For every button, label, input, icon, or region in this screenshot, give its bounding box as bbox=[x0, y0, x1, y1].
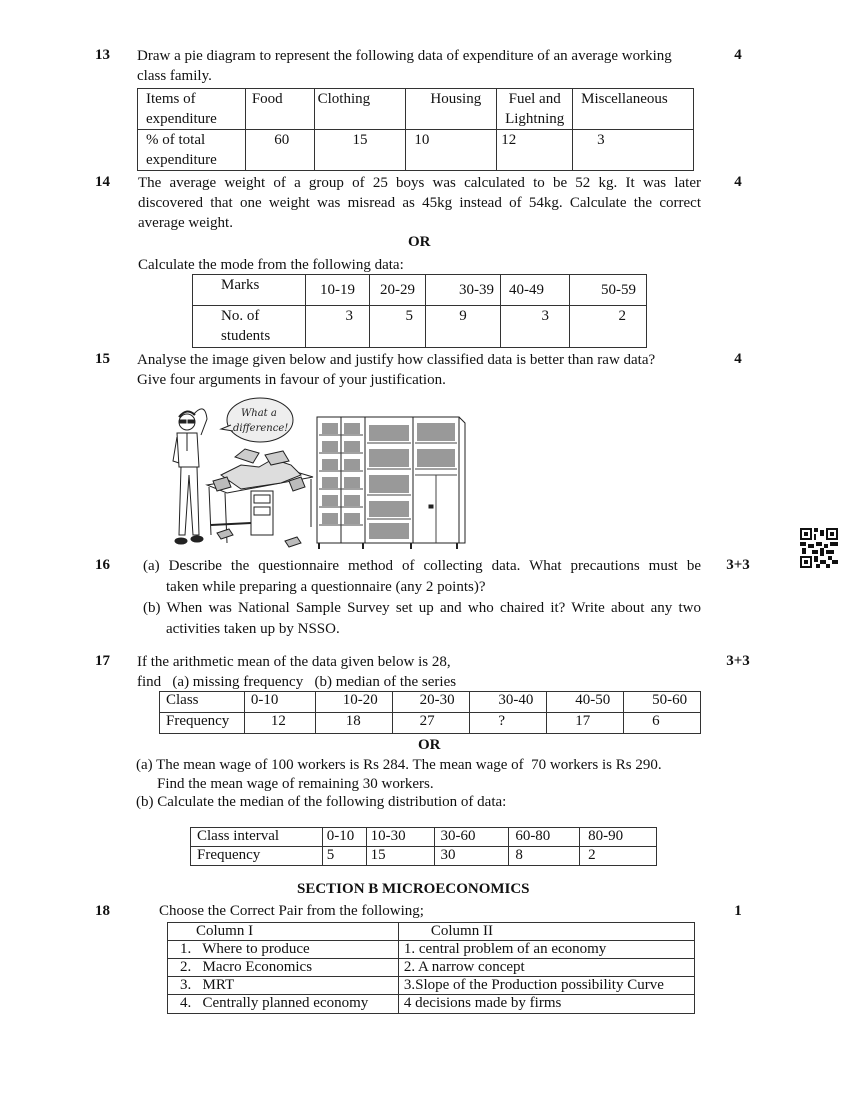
q14-header-cell: 30-39 bbox=[426, 275, 501, 306]
q17-text-line1: If the arithmetic mean of the data given below is 28, bbox=[137, 654, 451, 670]
q17-or-label: OR bbox=[418, 737, 441, 753]
q18-row-col1: 3. MRT bbox=[168, 977, 399, 995]
q17-value-cell: 6 bbox=[624, 713, 701, 734]
q14-header-cell: 50-59 bbox=[570, 275, 647, 306]
q15-text-line1: Analyse the image given below and justify how classified data is better than raw data? bbox=[137, 352, 656, 368]
q13-expenditure-table bbox=[137, 88, 694, 171]
q17-value-cell-missing: ? bbox=[470, 713, 547, 734]
q14-alt-text: Calculate the mode from the following data: bbox=[138, 257, 404, 273]
q14-header-cell: 10-19 bbox=[306, 275, 370, 306]
question-number-13: 13 bbox=[95, 47, 110, 63]
q14-header-cell: 40-49 bbox=[501, 275, 570, 306]
question-number-18: 18 bbox=[95, 903, 110, 919]
q13-row-label: % of total expenditure bbox=[138, 130, 246, 171]
q17-value-cell: 27 bbox=[392, 713, 470, 734]
q17-alt-value-cell: 2 bbox=[580, 847, 657, 866]
q14-row-label: No. of students bbox=[193, 306, 306, 348]
q13-header-label: Items of expenditure bbox=[138, 89, 246, 130]
marks-18: 1 bbox=[734, 903, 742, 919]
q14-value-cell: 3 bbox=[306, 306, 370, 348]
q14-header-label: Marks bbox=[193, 275, 306, 306]
q16-part-a-line2: taken while preparing a questionnaire (any 2 points)? bbox=[166, 579, 486, 595]
q18-row-col2: 2. A narrow concept bbox=[398, 959, 694, 977]
q17-alt-value-cell: 15 bbox=[366, 847, 434, 866]
q13-header-fuel: Fuel and Lightning bbox=[497, 89, 573, 130]
q17-alt-row-label: Frequency bbox=[191, 847, 323, 866]
q17-value-cell: 17 bbox=[547, 713, 624, 734]
q17-header-cell: 20-30 bbox=[392, 692, 470, 713]
q13-value-clothing: 15 bbox=[314, 130, 406, 171]
q17-frequency-table bbox=[159, 691, 701, 734]
q17-value-cell: 18 bbox=[315, 713, 392, 734]
q17-row-label: Frequency bbox=[160, 713, 245, 734]
speech-bubble-icon bbox=[221, 398, 293, 442]
marks-13: 4 bbox=[734, 47, 742, 63]
q18-row-col1: 4. Centrally planned economy bbox=[168, 995, 399, 1014]
q14-text-line2: discovered that one weight was misread as 45kg instead of 54kg. Calculate the correct bbox=[138, 195, 701, 211]
q13-header-housing: Housing bbox=[406, 89, 497, 130]
q17-text-line2: find (a) missing frequency (b) median of the series bbox=[137, 674, 457, 690]
bookshelf-icon bbox=[317, 417, 465, 549]
q18-row-col2: 3.Slope of the Production possibility Curve bbox=[398, 977, 694, 995]
q13-header-misc: Miscellaneous bbox=[573, 89, 694, 130]
q15-text-line2: Give four arguments in favour of your justification. bbox=[137, 372, 446, 388]
q13-header-food: Food bbox=[245, 89, 314, 130]
q18-row-col2: 4 decisions made by firms bbox=[398, 995, 694, 1014]
svg-text:What a: What a bbox=[241, 408, 277, 419]
q18-row-col1: 2. Macro Economics bbox=[168, 959, 399, 977]
q17-value-cell: 12 bbox=[244, 713, 315, 734]
q16-part-b-line1: (b) When was National Sample Survey set up and who chaired it? Write about any two bbox=[143, 600, 701, 616]
q17-header-label: Class bbox=[160, 692, 245, 713]
q13-text-line2: class family. bbox=[137, 68, 212, 84]
q13-header-clothing: Clothing bbox=[314, 89, 406, 130]
marks-15: 4 bbox=[734, 351, 742, 367]
q17-alt-header-label: Class interval bbox=[191, 828, 323, 847]
q17-alt-value-cell: 30 bbox=[434, 847, 509, 866]
man-figure-icon bbox=[173, 409, 207, 544]
q18-row-col1: 1. Where to produce bbox=[168, 941, 399, 959]
q17-alt-a-line1: (a) The mean wage of 100 workers is Rs 284. The mean wage of 70 workers is Rs 290. bbox=[136, 757, 662, 773]
marks-14: 4 bbox=[734, 174, 742, 190]
q17-alt-header-cell: 10-30 bbox=[366, 828, 434, 847]
q14-value-cell: 3 bbox=[501, 306, 570, 348]
q18-column2-header: Column II bbox=[398, 923, 694, 941]
q17-alt-b-line1: (b) Calculate the median of the following distribution of data: bbox=[136, 794, 507, 810]
q18-column1-header: Column I bbox=[168, 923, 399, 941]
q16-part-a-line1: (a) Describe the questionnaire method of collecting data. What precautions must be bbox=[143, 558, 701, 574]
q14-value-cell: 2 bbox=[570, 306, 647, 348]
question-number-17: 17 bbox=[95, 653, 110, 669]
question-number-16: 16 bbox=[95, 557, 110, 573]
q17-alt-a-line2: Find the mean wage of remaining 30 workers. bbox=[157, 776, 434, 792]
q17-alt-header-cell: 60-80 bbox=[509, 828, 580, 847]
q17-header-cell: 40-50 bbox=[547, 692, 624, 713]
q16-part-b-line2: activities taken up by NSSO. bbox=[166, 621, 340, 637]
q14-value-cell: 5 bbox=[370, 306, 426, 348]
question-number-14: 14 bbox=[95, 174, 110, 190]
q18-text-line1: Choose the Correct Pair from the following; bbox=[159, 903, 424, 919]
q17-header-cell: 10-20 bbox=[315, 692, 392, 713]
raw-vs-classified-illustration bbox=[165, 395, 470, 555]
marks-17: 3+3 bbox=[726, 653, 750, 669]
q13-text-line1: Draw a pie diagram to represent the following data of expenditure of an average working bbox=[137, 48, 672, 64]
q17-header-cell: 0-10 bbox=[244, 692, 315, 713]
question-number-15: 15 bbox=[95, 351, 110, 367]
q14-text-line3: average weight. bbox=[138, 215, 233, 231]
q17-alt-header-cell: 30-60 bbox=[434, 828, 509, 847]
q13-value-fuel: 12 bbox=[497, 130, 573, 171]
q17-alt-header-cell: 0-10 bbox=[322, 828, 366, 847]
messy-desk-icon bbox=[207, 449, 313, 547]
q14-value-cell: 9 bbox=[426, 306, 501, 348]
q17-median-table bbox=[190, 827, 657, 866]
qr-code-icon bbox=[800, 528, 838, 568]
q18-row-col2: 1. central problem of an economy bbox=[398, 941, 694, 959]
q14-marks-table bbox=[192, 274, 647, 348]
q17-alt-value-cell: 5 bbox=[322, 847, 366, 866]
q14-header-cell: 20-29 bbox=[370, 275, 426, 306]
q17-header-cell: 30-40 bbox=[470, 692, 547, 713]
marks-16: 3+3 bbox=[726, 557, 750, 573]
q17-alt-header-cell: 80-90 bbox=[580, 828, 657, 847]
section-b-heading: SECTION B MICROECONOMICS bbox=[297, 881, 530, 897]
q13-value-food: 60 bbox=[245, 130, 314, 171]
q17-alt-value-cell: 8 bbox=[509, 847, 580, 866]
q18-matching-table bbox=[167, 922, 695, 1014]
q17-header-cell: 50-60 bbox=[624, 692, 701, 713]
q14-text-line1: The average weight of a group of 25 boys was calculated to be 52 kg. It was later bbox=[138, 175, 701, 191]
q13-value-misc: 3 bbox=[573, 130, 694, 171]
q14-or-label: OR bbox=[408, 234, 431, 250]
svg-text:difference!: difference! bbox=[233, 423, 289, 434]
q13-value-housing: 10 bbox=[406, 130, 497, 171]
